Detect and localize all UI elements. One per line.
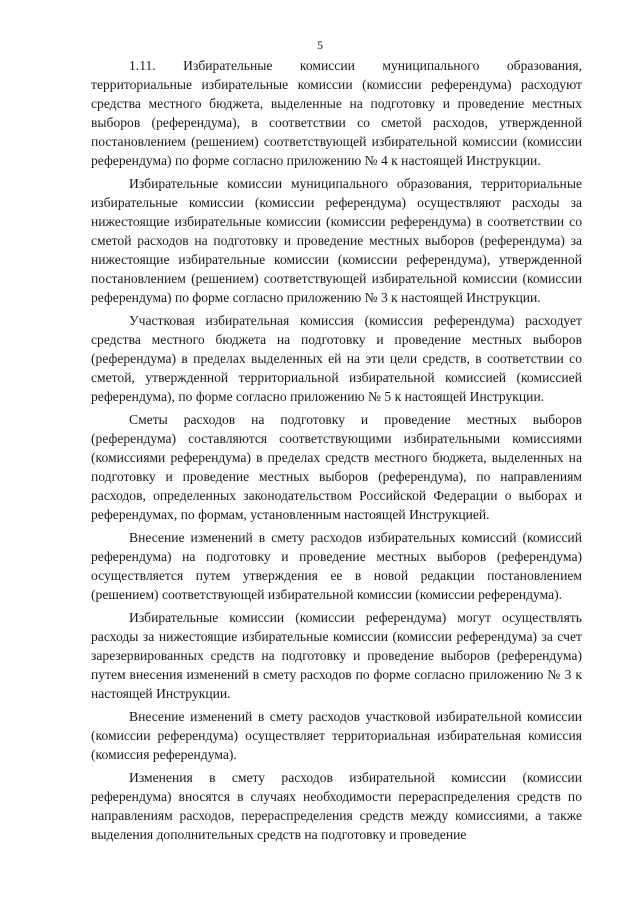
- paragraph-1: 1.11. Избирательные комиссии муниципального образования, территориальные избирательные комиссии (комиссии референдума) расходуют средства местного бюджета, выделенные на подготовку и проведение местных выборов (референдума), в соответствии со сметой расходов, утвержденной постановлением (решением) соответствующей избирательной комиссии (комиссии референдума) по форме согласно приложению № 4 к настоящей Инструкции.: [91, 58, 582, 168]
- document-body: [91, 56, 582, 844]
- paragraph-4: Сметы расходов на подготовку и проведение местных выборов (референдума) составляются соответствующими избирательными комиссиями (комиссиями референдума) в пределах средств местного бюджета, выделенных на подготовку и проведение местных выборов (референдума), по направлениям расходов, определенных законодательством Российской Федерации о выборах и референдумах, по формам, установленным настоящей Инструкцией.: [91, 412, 582, 522]
- paragraph-6: Избирательные комиссии (комиссии референдума) могут осуществлять расходы за нижестоящие избирательные комиссии (комиссии референдума) за счет зарезервированных средств на подготовку и проведение выборов (референдума) путем внесения изменений в смету расходов по форме согласно приложению № 3 к настоящей Инструкции.: [91, 610, 582, 701]
- page-number: 5: [317, 38, 323, 52]
- paragraph-8: Изменения в смету расходов избирательной комиссии (комиссии референдума) вносятся в случаях необходимости перераспределения средств по направлениям расходов, перераспределения средств между комиссиями, а также выделения дополнительных средств на подготовку и проведение: [91, 770, 582, 842]
- paragraph-5: Внесение изменений в смету расходов избирательных комиссий (комиссий референдума) на подготовку и проведение местных выборов (референдума) осуществляется путем утверждения ее в новой редакции постановлением (решением) соответствующей избирательной комиссии (комиссии референдума).: [91, 530, 582, 602]
- paragraph-3: Участковая избирательная комиссия (комиссия референдума) расходует средства местного бюджета на подготовку и проведение местных выборов (референдума) в пределах выделенных ей на эти цели средств, в соответствии со сметой, утвержденной территориальной избирательной комиссией (комиссией референдума), по форме согласно приложению № 5 к настоящей Инструкции.: [91, 313, 582, 404]
- paragraph-2: Избирательные комиссии муниципального образования, территориальные избирательные комиссии (комиссии референдума) осуществляют расходы за нижестоящие избирательные комиссии (комиссии референдума) в соответствии со сметой расходов на подготовку и проведение местных выборов (референдума) за нижестоящие избирательные комиссии (комиссии референдума), утвержденной постановлением (решением) соответствующей избирательной комиссии (комиссии референдума) по форме согласно приложению № 3 к настоящей Инструкции.: [91, 176, 582, 305]
- paragraph-7: Внесение изменений в смету расходов участковой избирательной комиссии (комиссии референдума) осуществляет территориальная избирательная комиссия (комиссия референдума).: [91, 709, 582, 762]
